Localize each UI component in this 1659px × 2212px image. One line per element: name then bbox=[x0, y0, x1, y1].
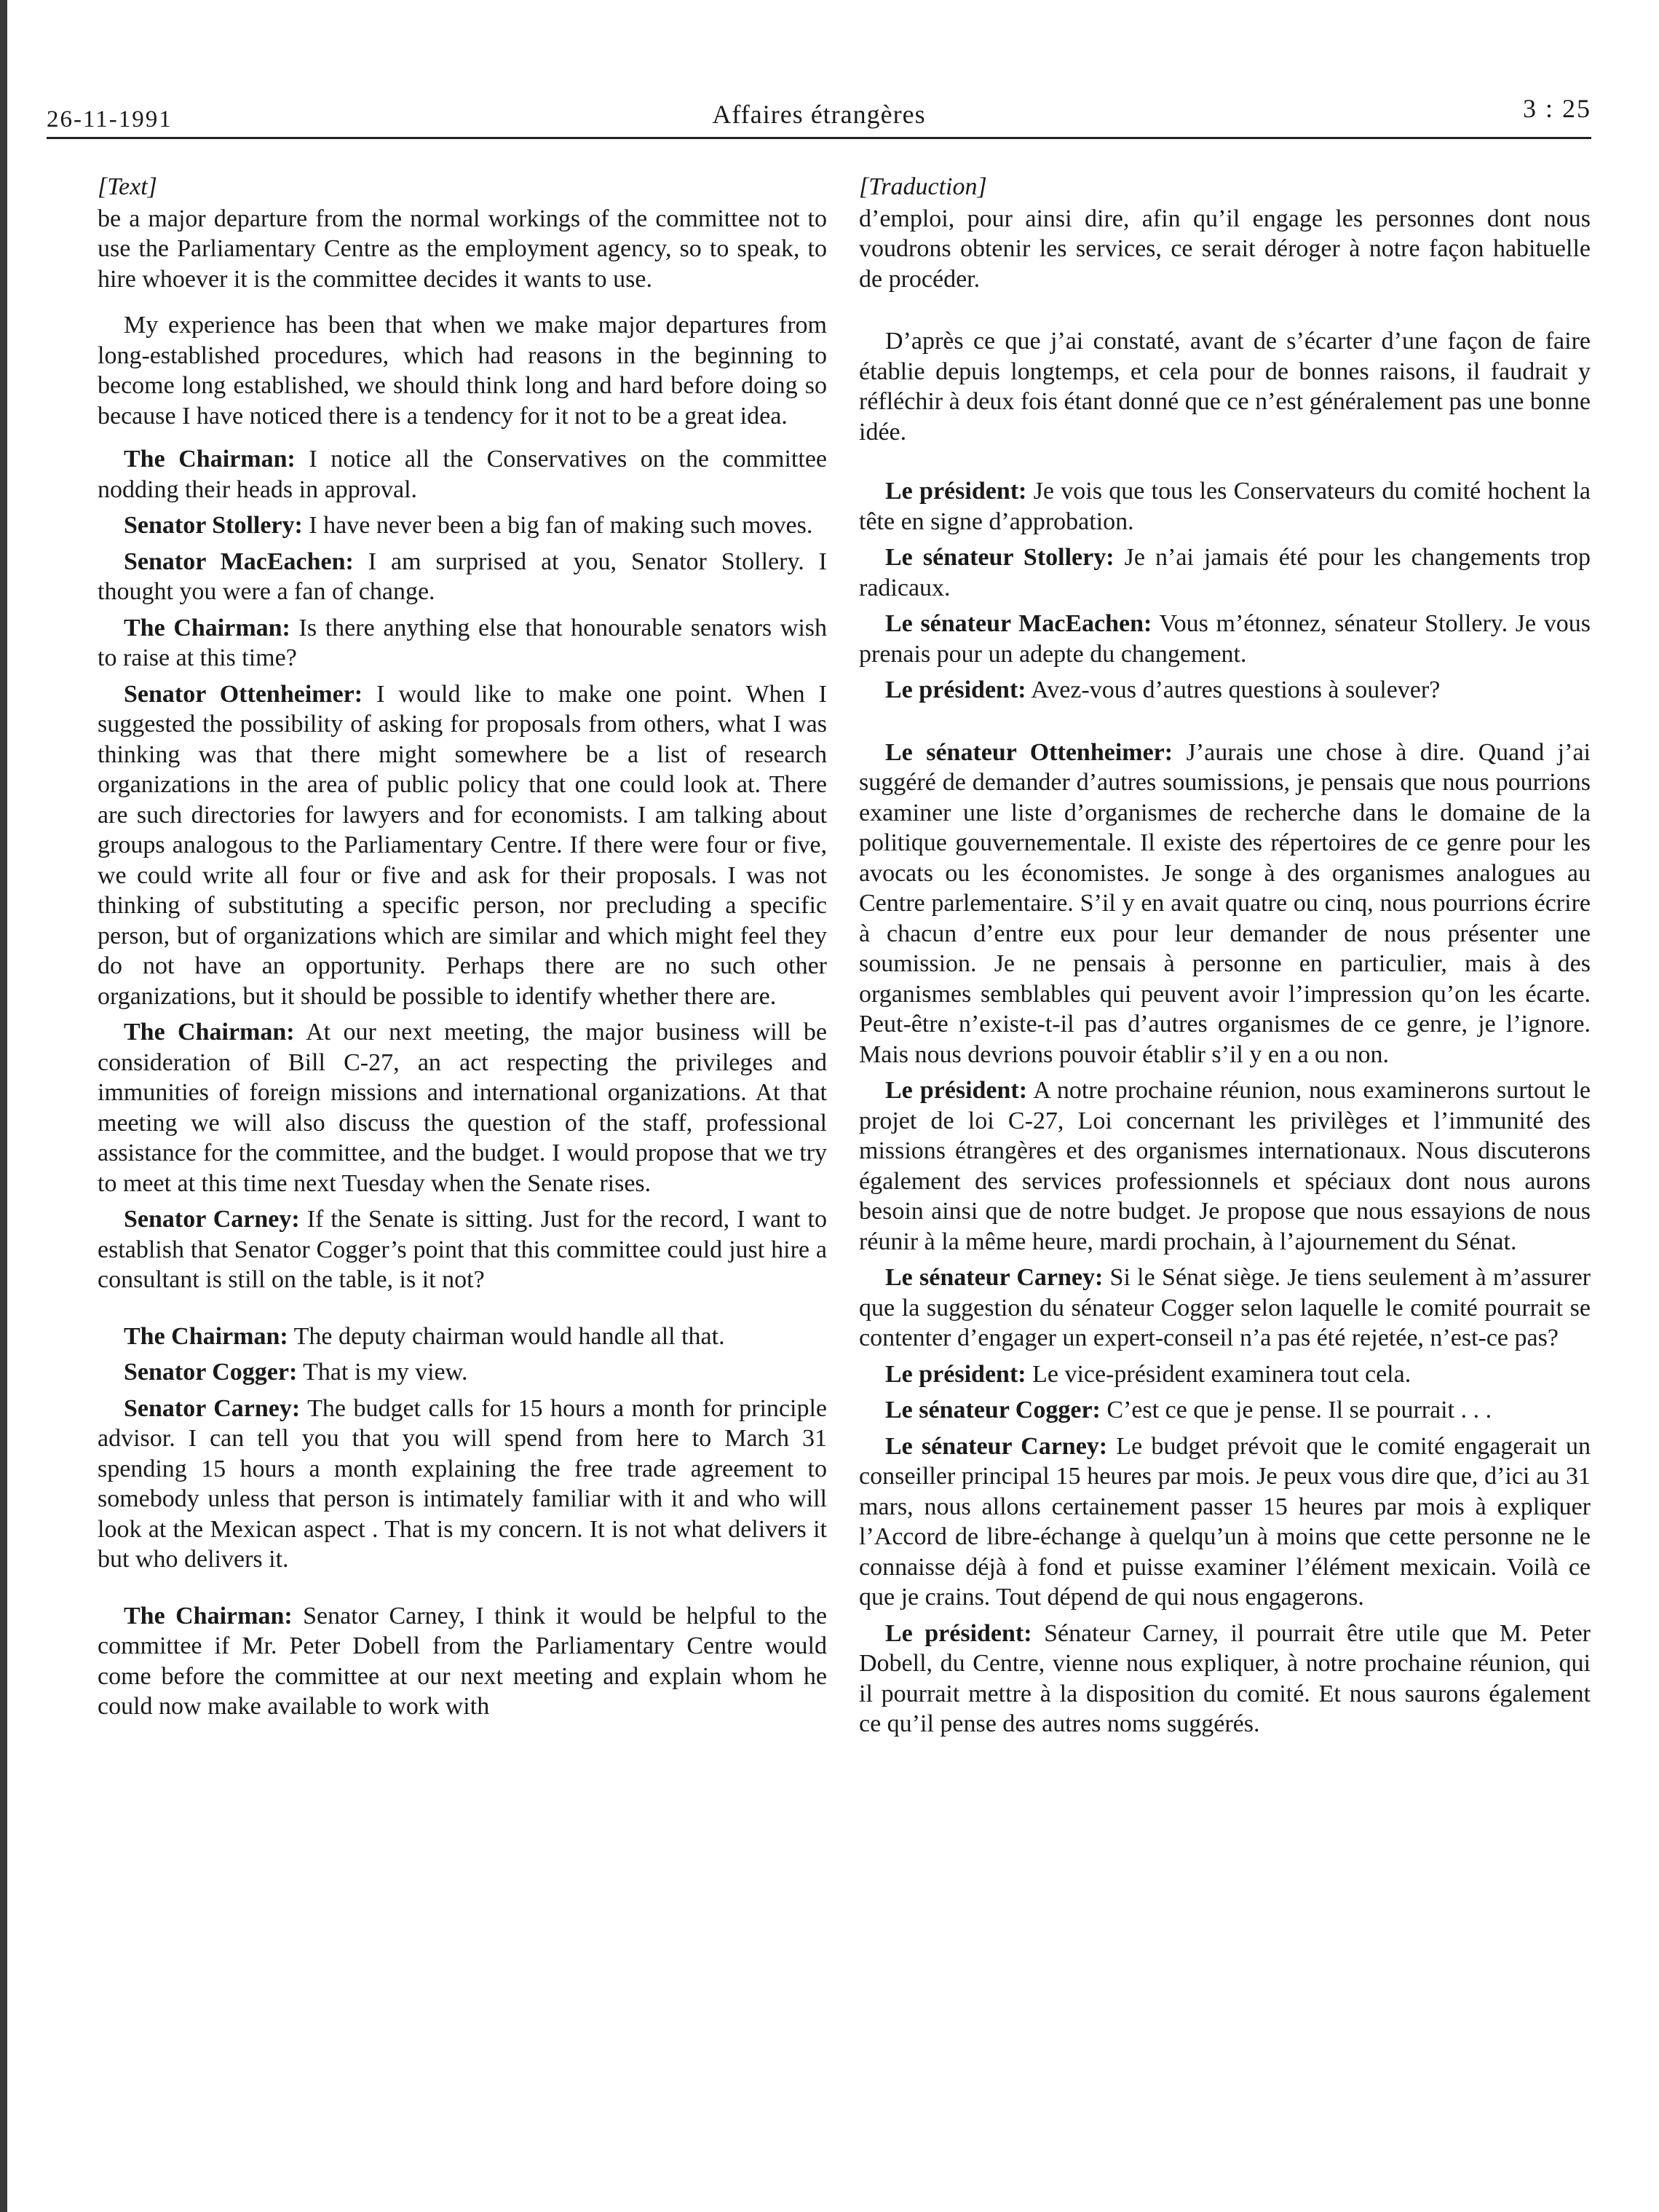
speaker: Senator Ottenheimer: bbox=[124, 680, 363, 708]
english-paragraph-9 bbox=[98, 1322, 827, 1352]
paragraph-text: My experience has been that when we make major departures from long-established procedures, which had reasons in the beginning to become long established, we should think long and hard before doing so because I have noticed there is a tendency for it not to be a great idea. bbox=[98, 312, 827, 430]
header-rule bbox=[47, 137, 1591, 139]
header-page-number: 3 : 25 bbox=[1522, 94, 1591, 123]
paragraph-text: C’est ce que je pense. Il se pourrait . . . bbox=[1100, 1397, 1492, 1423]
paragraph-text: I notice all the Conservatives on the committee nodding their heads in approval. bbox=[98, 446, 827, 503]
french-paragraph-3 bbox=[859, 542, 1591, 603]
english-paragraph-2 bbox=[98, 444, 827, 505]
scan-edge bbox=[0, 0, 7, 2212]
english-column bbox=[98, 172, 827, 1728]
english-marker: [Text] bbox=[98, 173, 157, 200]
header-date: 26-11-1991 bbox=[47, 106, 173, 133]
paragraph-text: Vous m’étonnez, sénateur Stollery. Je vous prenais pour un adepte du changement. bbox=[859, 610, 1591, 668]
speaker: Le sénateur Ottenheimer: bbox=[885, 738, 1173, 766]
paragraph-text: be a major departure from the normal workings of the committee not to use the Parliamentary Centre as the employment agency, so to speak, to hire whoever it is the committee decides it wants to use. bbox=[98, 205, 827, 293]
speaker: The Chairman: bbox=[124, 1322, 288, 1350]
paragraph-text: I have never been a big fan of making such moves. bbox=[302, 512, 813, 539]
speaker: Le sénateur Carney: bbox=[885, 1432, 1108, 1460]
speaker: Le sénateur MacEachen: bbox=[885, 610, 1152, 637]
paragraph-text: Je vois que tous les Conservateurs du comité hochent la tête en signe d’approbation. bbox=[859, 478, 1591, 535]
speaker: The Chairman: bbox=[124, 1019, 295, 1046]
paragraph-text: A notre prochaine réunion, nous examinerons surtout le projet de loi C-27, Loi concernant les privilèges et l’immunité des missions étrangères et des organismes internationaux. Nous discuterons également des services professionnels et spéciaux dont nous aurons besoin ainsi que de notre budget. Je propose que nous essayions de nous réunir à la même heure, mardi prochain, à l’ajournement du Sénat. bbox=[859, 1077, 1591, 1255]
paragraph-text: Avez-vous d’autres questions à soulever? bbox=[1026, 676, 1441, 703]
french-paragraph-1 bbox=[859, 326, 1591, 447]
paragraph-text: Si le Sénat siège. Je tiens seulement à m’assurer que la suggestion du sénateur Cogger selon laquelle le comité pourrait se contenter d’engager un expert-conseil n’a pas été rejetée, n’est-ce pas? bbox=[859, 1264, 1591, 1351]
page-header bbox=[47, 93, 1591, 138]
french-paragraph-6 bbox=[859, 738, 1591, 1070]
speaker: Le sénateur Stollery: bbox=[885, 544, 1114, 571]
header-title: Affaires étrangères bbox=[712, 100, 926, 129]
paragraph-text: I would like to make one point. When I suggested the possibility of asking for proposals from others, what I was thinking was that there might somewhere be a list of research organizations in the area of public policy that one could look at. There are such directories for lawyers and for economists. I am talking about groups analogous to the Parliamentary Centre. If there were four or five, we could write all four or five and ask for their proposals. I was not thinking of substituting a specific person, nor precluding a specific person, but of organizations which are similar and which might feel they do not have an opportunity. Perhaps there are no such other organizations, but it should be possible to identify whether there are. bbox=[98, 680, 827, 1010]
paragraph-text: Le budget prévoit que le comité engagerait un conseiller principal 15 heures par mois. Je peux vous dire que, d’ici au 31 mars, nous allons certainement passer 15 heures par mois à expliquer l’Accord de libre-échange à quelqu’un à moins que cette personne ne le connaisse déjà à fond et puisse examiner l’élément mexicain. Voilà ce que je crains. Tout dépend de qui nous engagerons. bbox=[859, 1432, 1591, 1611]
paragraph-text: d’emploi, pour ainsi dire, afin qu’il engage les personnes dont nous voudrons obtenir les services, ce serait déroger à notre façon habituelle de procéder. bbox=[859, 205, 1591, 293]
speaker: Le sénateur Cogger: bbox=[885, 1397, 1101, 1423]
french-paragraph-11 bbox=[859, 1431, 1591, 1613]
speaker: Le président: bbox=[885, 676, 1026, 703]
english-paragraph-6 bbox=[98, 679, 827, 1012]
french-paragraph-12 bbox=[859, 1619, 1591, 1739]
english-paragraph-8 bbox=[98, 1204, 827, 1295]
english-paragraph-12 bbox=[98, 1601, 827, 1722]
paragraph-text: The budget calls for 15 hours a month for principle advisor. I can tell you that you will spend from here to March 31 spending 15 hours a month explaining the free trade agreement to somebody unless that person is intimately familiar with it and who will look at the Mexican aspect . That is my concern. It is not what delivers it but who delivers it. bbox=[98, 1394, 827, 1573]
speaker: Senator MacEachen: bbox=[124, 548, 354, 575]
speaker: Le président: bbox=[885, 1077, 1028, 1104]
paragraph-text: Sénateur Carney, il pourrait être utile que M. Peter Dobell, du Centre, vienne nous expliquer, à notre prochaine réunion, qui il pourrait mettre à la disposition du comité. Et nous saurons également ce qu’il pense des autres noms suggérés. bbox=[859, 1619, 1591, 1737]
speaker: Le président: bbox=[885, 1360, 1026, 1388]
french-paragraph-2 bbox=[859, 476, 1591, 537]
paragraph-text: The deputy chairman would handle all that. bbox=[288, 1322, 725, 1350]
french-marker: [Traduction] bbox=[859, 173, 987, 200]
french-paragraph-8 bbox=[859, 1263, 1591, 1354]
french-paragraph-5 bbox=[859, 675, 1591, 706]
speaker: Senator Stollery: bbox=[124, 512, 303, 539]
english-paragraph-7 bbox=[98, 1017, 827, 1198]
speaker: The Chairman: bbox=[124, 614, 290, 641]
french-column bbox=[859, 172, 1591, 1745]
french-paragraph-7 bbox=[859, 1075, 1591, 1257]
french-paragraph-9 bbox=[859, 1359, 1591, 1390]
english-paragraph-4 bbox=[98, 547, 827, 607]
speaker: Senator Cogger: bbox=[124, 1359, 298, 1386]
french-paragraph-4 bbox=[859, 609, 1591, 669]
paragraph-text: J’aurais une chose à dire. Quand j’ai suggéré de demander d’autres soumissions, je pensais que nous pourrions examiner une liste d’organismes de recherche dans le domaine de la politique gouvernementale. Il existe des répertoires de ce genre pour les avocats ou les économistes. Je songe à des organismes analogues au Centre parlementaire. S’il y en avait quatre ou cinq, nous pourrions écrire à chacun d’entre eux pour leur demander de nous présenter une soumission. Je ne pensais à personne en particulier, mais à des organismes semblables qui peuvent avoir l’impression qu’on les écarte. Peut-être n’existe-t-il pas d’autres organismes de ce genre, je l’ignore. Mais nous devrions pouvoir établir s’il y en a ou non. bbox=[859, 738, 1591, 1068]
speaker: Senator Carney: bbox=[124, 1206, 300, 1233]
english-paragraph-3 bbox=[98, 510, 827, 541]
paragraph-text: Je n’ai jamais été pour les changements trop radicaux. bbox=[859, 544, 1591, 601]
speaker: Le président: bbox=[885, 1619, 1032, 1647]
english-paragraph-0 bbox=[98, 204, 827, 295]
french-paragraph-0 bbox=[859, 204, 1591, 295]
paragraph-text: Is there anything else that honourable senators wish to raise at this time? bbox=[98, 614, 827, 671]
english-paragraph-1 bbox=[98, 310, 827, 431]
paragraph-text: Senator Carney, I think it would be helpful to the committee if Mr. Peter Dobell from the Parliamentary Centre would come before the committee at our next meeting and explain whom he could now make available to work with bbox=[98, 1602, 827, 1720]
paragraph-text: That is my view. bbox=[297, 1359, 468, 1386]
speaker: Senator Carney: bbox=[124, 1394, 301, 1422]
speaker: The Chairman: bbox=[124, 446, 296, 473]
english-paragraph-5 bbox=[98, 613, 827, 674]
paragraph-text: Le vice-président examinera tout cela. bbox=[1026, 1360, 1411, 1388]
speaker: Le sénateur Carney: bbox=[885, 1264, 1104, 1291]
speaker: Le président: bbox=[885, 478, 1027, 505]
paragraph-text: If the Senate is sitting. Just for the record, I want to establish that Senator Cogger’s point that this committee could just hire a consultant is still on the table, is it not? bbox=[98, 1206, 827, 1293]
french-paragraph-10 bbox=[859, 1395, 1591, 1426]
paragraph-text: D’après ce que j’ai constaté, avant de s’écarter d’une façon de faire établie depuis longtemps, et cela pour de bonnes raisons, il faudrait y réfléchir à deux fois étant donné que ce n’est généralement pas une bonne idée. bbox=[859, 328, 1591, 446]
paragraph-text: I am surprised at you, Senator Stollery. I thought you were a fan of change. bbox=[98, 548, 827, 605]
paragraph-text: At our next meeting, the major business will be consideration of Bill C-27, an act respecting the privileges and immunities of foreign missions and international organizations. At that meeting we will also discuss the question of the staff, professional assistance for the committee, and the budget. I would propose that we try to meet at this time next Tuesday when the Senate rises. bbox=[98, 1019, 828, 1197]
speaker: The Chairman: bbox=[124, 1602, 293, 1630]
english-paragraph-10 bbox=[98, 1357, 827, 1388]
english-paragraph-11 bbox=[98, 1394, 827, 1575]
